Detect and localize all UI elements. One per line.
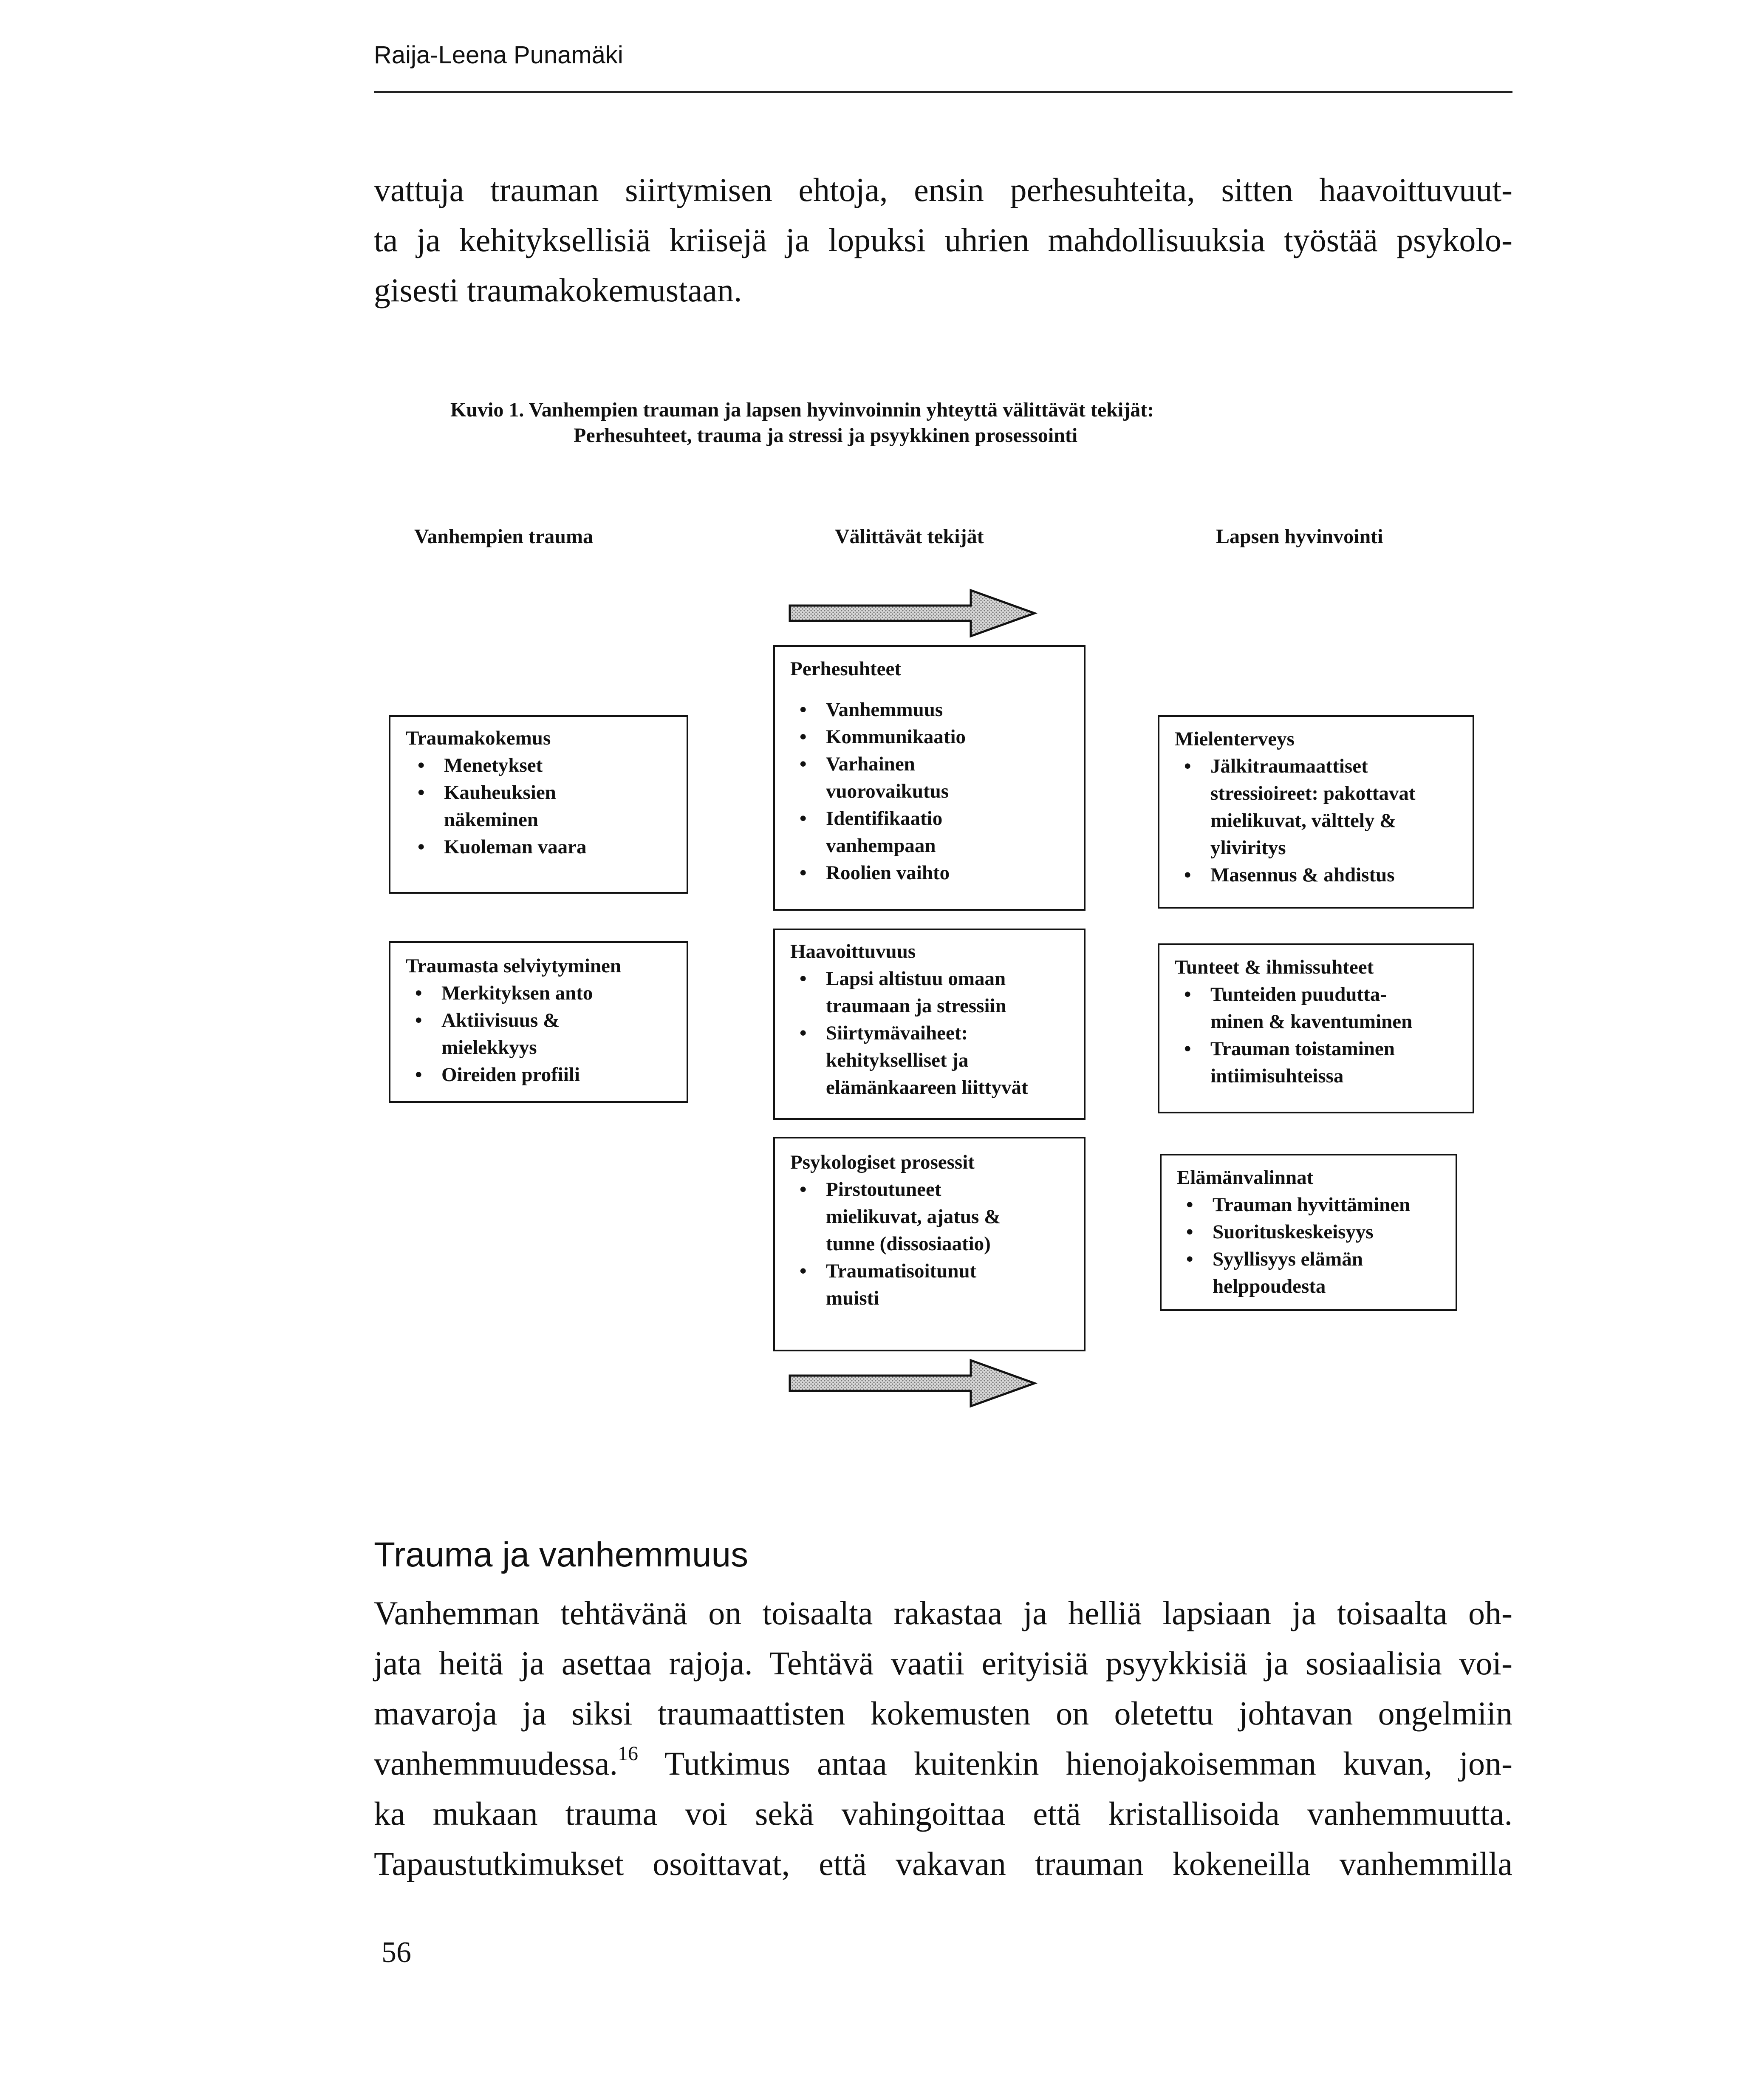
- header-rule: [374, 91, 1512, 93]
- box-title: Perhesuhteet: [790, 658, 902, 680]
- top-arrow-icon: [788, 588, 1039, 639]
- bullet-item: • Syyllisyys elämän helppoudesta: [1177, 1246, 1456, 1300]
- running-head: Raija-Leena Punamäki: [374, 41, 623, 69]
- bullet-item: • Vanhemmuus: [790, 696, 1084, 723]
- column-heading-middle: Välittävät tekijät: [835, 525, 984, 548]
- bullet-item: • Tunteiden puudutta- minen & kaventuminen: [1175, 981, 1473, 1035]
- box-traumakokemus: [389, 715, 688, 894]
- bottom-arrow-icon: [788, 1358, 1039, 1409]
- text-line: ta ja kehityksellisiä kriisejä ja lopuksi uhrien mahdollisuuksia työstää psykolo-: [374, 221, 1512, 258]
- bullet-item: • Kommunikaatio: [790, 723, 1084, 750]
- bullet-item: • Identifikaatio vanhempaan: [790, 805, 1084, 859]
- box-title: Tunteet & ihmissuhteet: [1175, 956, 1374, 978]
- bullet-item: • Trauman toistaminen intiimisuhteissa: [1175, 1035, 1473, 1090]
- caption-line: Perhesuhteet, trauma ja stressi ja psyykkinen prosessointi: [574, 424, 1078, 447]
- box-title: Traumasta selviytyminen: [406, 955, 621, 977]
- text-line: jata heitä ja asettaa rajoja. Tehtävä vaatii erityisiä psyykkisiä ja sosiaalisia voi-: [374, 1645, 1512, 1682]
- box-elamanvalinnat: [1160, 1154, 1457, 1311]
- text-line: vattuja trauman siirtymisen ehtoja, ensin perhesuhteita, sitten haavoittuvuut-: [374, 171, 1512, 208]
- box-psykologiset-prosessit: [773, 1137, 1086, 1351]
- bullet-item: • Traumatisoitunut muisti: [790, 1257, 1084, 1312]
- box-haavoittuvuus: [773, 929, 1086, 1120]
- text-line: vanhemmuudessa.$^{16}$ Tutkimus antaa kuitenkin hienojakoisemman kuvan, jon-: [374, 1742, 1512, 1782]
- bullet-item: • Aktiivisuus & mielekkyys: [406, 1007, 687, 1061]
- bullet-item: • Kauheuksien näkeminen: [408, 779, 687, 833]
- text-line: mavaroja ja siksi traumaattisten kokemusten on oletettu johtavan ongelmiin: [374, 1695, 1512, 1732]
- caption-line: Kuvio 1. Vanhempien trauman ja lapsen hyvinvoinnin yhteyttä välittävät tekijät:: [450, 399, 1154, 421]
- box-title: Psykologiset prosessit: [790, 1151, 975, 1173]
- box-tunteet-ihmissuhteet: [1158, 943, 1474, 1113]
- bullet-item: • Menetykset: [408, 752, 687, 779]
- text-line: gisesti traumakokemustaan.: [374, 272, 742, 309]
- bullet-item: • Oireiden profiili: [406, 1061, 687, 1088]
- bullet-item: • Suorituskeskeisyys: [1177, 1218, 1456, 1246]
- bullet-item: • Kuoleman vaara: [408, 833, 687, 861]
- section-heading: Trauma ja vanhemmuus: [374, 1535, 749, 1574]
- bullet-item: • Varhainen vuorovaikutus: [790, 750, 1084, 805]
- footnote-reference[interactable]: 16: [618, 1742, 639, 1765]
- text-line: ka mukaan trauma voi sekä vahingoittaa että kristallisoida vanhemmuutta.: [374, 1795, 1512, 1832]
- figure-caption: [450, 397, 1154, 448]
- box-perhesuhteet: [773, 645, 1086, 911]
- bullet-item: • Lapsi altistuu omaan traumaan ja stressiin: [790, 965, 1084, 1019]
- box-title: Mielenterveys: [1175, 728, 1295, 750]
- column-heading-left: Vanhempien trauma: [414, 525, 593, 548]
- intro-paragraph: [374, 165, 1512, 315]
- box-title: Haavoittuvuus: [790, 940, 916, 963]
- bullet-item: • Siirtymävaiheet: kehitykselliset ja elämänkaareen liittyvät: [790, 1019, 1084, 1101]
- bullet-item: • Jälkitraumaattiset stressioireet: pakottavat mielikuvat, välttely & yliviritys: [1175, 753, 1473, 861]
- bullet-item: • Roolien vaihto: [790, 859, 1084, 886]
- text-line: Tapaustutkimukset osoittavat, että vakavan trauman kokeneilla vanhemmilla: [374, 1845, 1512, 1882]
- text-line: Vanhemman tehtävänä on toisaalta rakastaa ja helliä lapsiaan ja toisaalta oh-: [374, 1594, 1512, 1631]
- box-title: Elämänvalinnat: [1177, 1167, 1314, 1189]
- main-paragraph: [374, 1588, 1512, 1889]
- page-number: 56: [382, 1936, 411, 1969]
- bullet-item: • Trauman hyvittäminen: [1177, 1191, 1456, 1218]
- bullet-item: • Masennus & ahdistus: [1175, 861, 1473, 889]
- bullet-item: • Merkityksen anto: [406, 980, 687, 1007]
- box-title: Traumakokemus: [406, 727, 551, 749]
- box-mielenterveys: [1158, 715, 1474, 909]
- box-traumasta-selviytyminen: [389, 941, 688, 1103]
- bullet-item: • Pirstoutuneet mielikuvat, ajatus & tunne (dissosiaatio): [790, 1176, 1084, 1257]
- column-heading-right: Lapsen hyvinvointi: [1216, 525, 1383, 548]
